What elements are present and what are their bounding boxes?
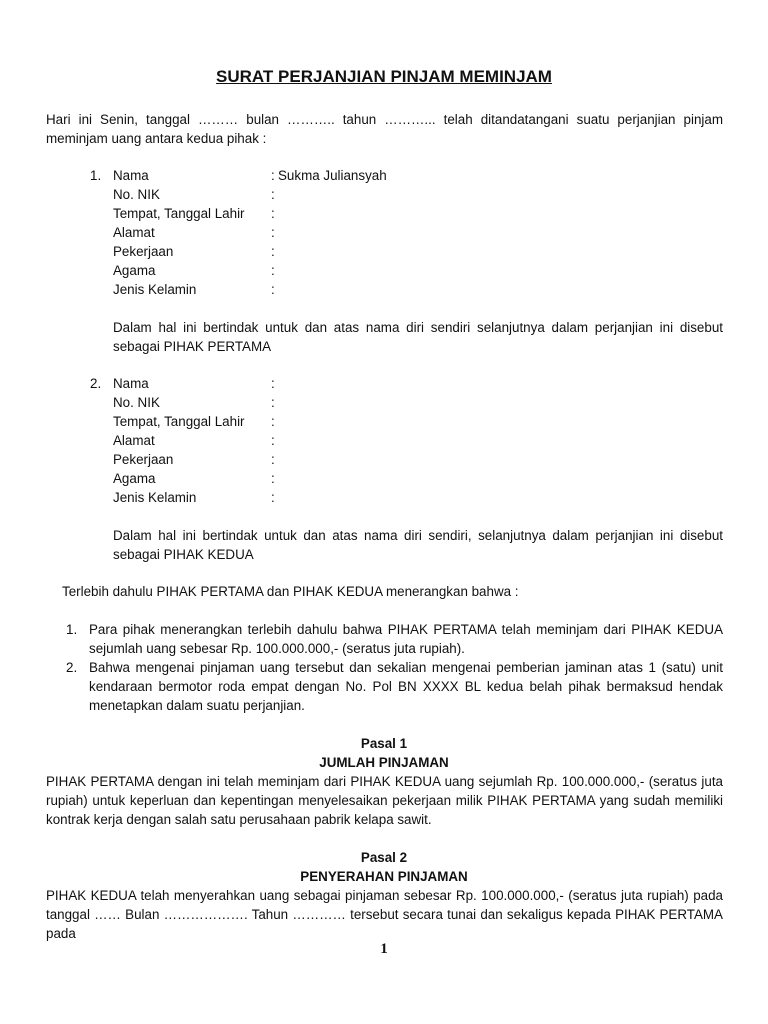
party-2-row-ttl: [90, 412, 723, 431]
field-colon: :: [271, 395, 275, 410]
list-item: [66, 620, 723, 658]
field-colon: :: [271, 414, 275, 429]
field-colon: :: [271, 433, 275, 448]
party-1-row-ttl: [90, 204, 723, 223]
page-number: 1: [380, 941, 388, 957]
field-colon: :: [271, 490, 275, 505]
statement-intro: Terlebih dahulu PIHAK PERTAMA dan PIHAK KEDUA menerangkan bahwa :: [62, 584, 519, 599]
party-2-fields: [90, 374, 723, 507]
field-colon: :: [271, 187, 275, 202]
field-value: Sukma Juliansyah: [278, 168, 387, 183]
intro-paragraph: Hari ini Senin, tanggal ……… bulan ……….. tahun ………... telah ditandatangani suatu perjanjian pinjam meminjam uang antara kedua pihak :: [46, 112, 723, 146]
field-label: No. NIK: [113, 187, 160, 202]
field-label: Jenis Kelamin: [113, 490, 197, 505]
party-1-row-agama: [90, 261, 723, 280]
party-2-number: 2.: [90, 376, 102, 391]
field-label: Agama: [113, 263, 156, 278]
party-1-row-pekerjaan: [90, 242, 723, 261]
list-item-text: Bahwa mengenai pinjaman uang tersebut dan sekalian mengenai pemberian jaminan atas 1 (satu) unit kendaraan bermotor roda empat dengan No. Pol BN XXXX BL kedua belah pihak bermaksud hendak menetapkan dalam suatu perjanjian.: [89, 660, 723, 713]
party-1-fields: [90, 166, 723, 299]
list-item-number: 2.: [66, 660, 78, 675]
party-2-row-agama: [90, 469, 723, 488]
field-colon: :: [271, 244, 275, 259]
field-colon: :: [271, 376, 275, 391]
field-label: Tempat, Tanggal Lahir: [113, 414, 245, 429]
field-colon: :: [271, 263, 275, 278]
field-label: Alamat: [113, 433, 155, 448]
pasal-1-body: PIHAK PERTAMA dengan ini telah meminjam dari PIHAK KEDUA uang sejumlah Rp. 100.000.000,- (seratus juta rupiah) untuk keperluan dan kepentingan menyelesaikan pekerjaan milik PIHAK PERTAMA yang sudah memiliki kontrak kerja dengan salah satu perusahaan pabrik kelapa sawit.: [46, 774, 723, 827]
pasal-2-heading: Pasal 2: [360, 850, 408, 865]
party-1-row-nik: [90, 185, 723, 204]
list-item-text: Para pihak menerangkan terlebih dahulu bahwa PIHAK PERTAMA telah meminjam dari PIHAK KEDUA sejumlah uang sebesar Rp. 100.000.000,- (seratus juta rupiah).: [89, 622, 723, 656]
party-2-row-alamat: [90, 431, 723, 450]
field-colon: :: [271, 206, 275, 221]
field-label: Agama: [113, 471, 156, 486]
list-item-number: 1.: [66, 622, 78, 637]
list-item: [66, 658, 723, 715]
party-2-row-nik: [90, 393, 723, 412]
pasal-2-body: PIHAK KEDUA telah menyerahkan uang sebagai pinjaman sebesar Rp. 100.000.000,- (seratus juta rupiah) pada tanggal …… Bulan ………………. Tahun ………… tersebut secara tunai dan sekaligus kepada PIHAK PERTAMA pada: [46, 888, 723, 941]
field-label: Nama: [113, 376, 149, 391]
field-label: Jenis Kelamin: [113, 282, 197, 297]
party-2-row-pekerjaan: [90, 450, 723, 469]
field-label: Tempat, Tanggal Lahir: [113, 206, 245, 221]
field-label: Nama: [113, 168, 149, 183]
party-1-row-nama: [90, 166, 723, 185]
field-colon: :: [271, 282, 275, 297]
party-2-row-nama: [90, 374, 723, 393]
field-label: Alamat: [113, 225, 155, 240]
field-colon: :: [271, 168, 275, 183]
pasal-2-subheading: PENYERAHAN PINJAMAN: [300, 869, 468, 884]
field-colon: :: [271, 452, 275, 467]
field-label: No. NIK: [113, 395, 160, 410]
field-colon: :: [271, 471, 275, 486]
party-1-row-alamat: [90, 223, 723, 242]
party-2-row-jenis-kelamin: [90, 488, 723, 507]
document-title: SURAT PERJANJIAN PINJAM MEMINJAM: [216, 67, 552, 86]
party-1-number: 1.: [90, 168, 102, 183]
party-2-description: Dalam hal ini bertindak untuk dan atas nama diri sendiri, selanjutnya dalam perjanjian ini disebut sebagai PIHAK KEDUA: [113, 528, 723, 562]
field-label: Pekerjaan: [113, 452, 174, 467]
party-1-description: Dalam hal ini bertindak untuk dan atas nama diri sendiri selanjutnya dalam perjanjian ini disebut sebagai PIHAK PERTAMA: [113, 320, 723, 354]
statement-list: [66, 620, 723, 715]
field-colon: :: [271, 225, 275, 240]
field-label: Pekerjaan: [113, 244, 174, 259]
pasal-1-subheading: JUMLAH PINJAMAN: [319, 755, 449, 770]
party-1-row-jenis-kelamin: [90, 280, 723, 299]
pasal-1-heading: Pasal 1: [360, 736, 408, 751]
